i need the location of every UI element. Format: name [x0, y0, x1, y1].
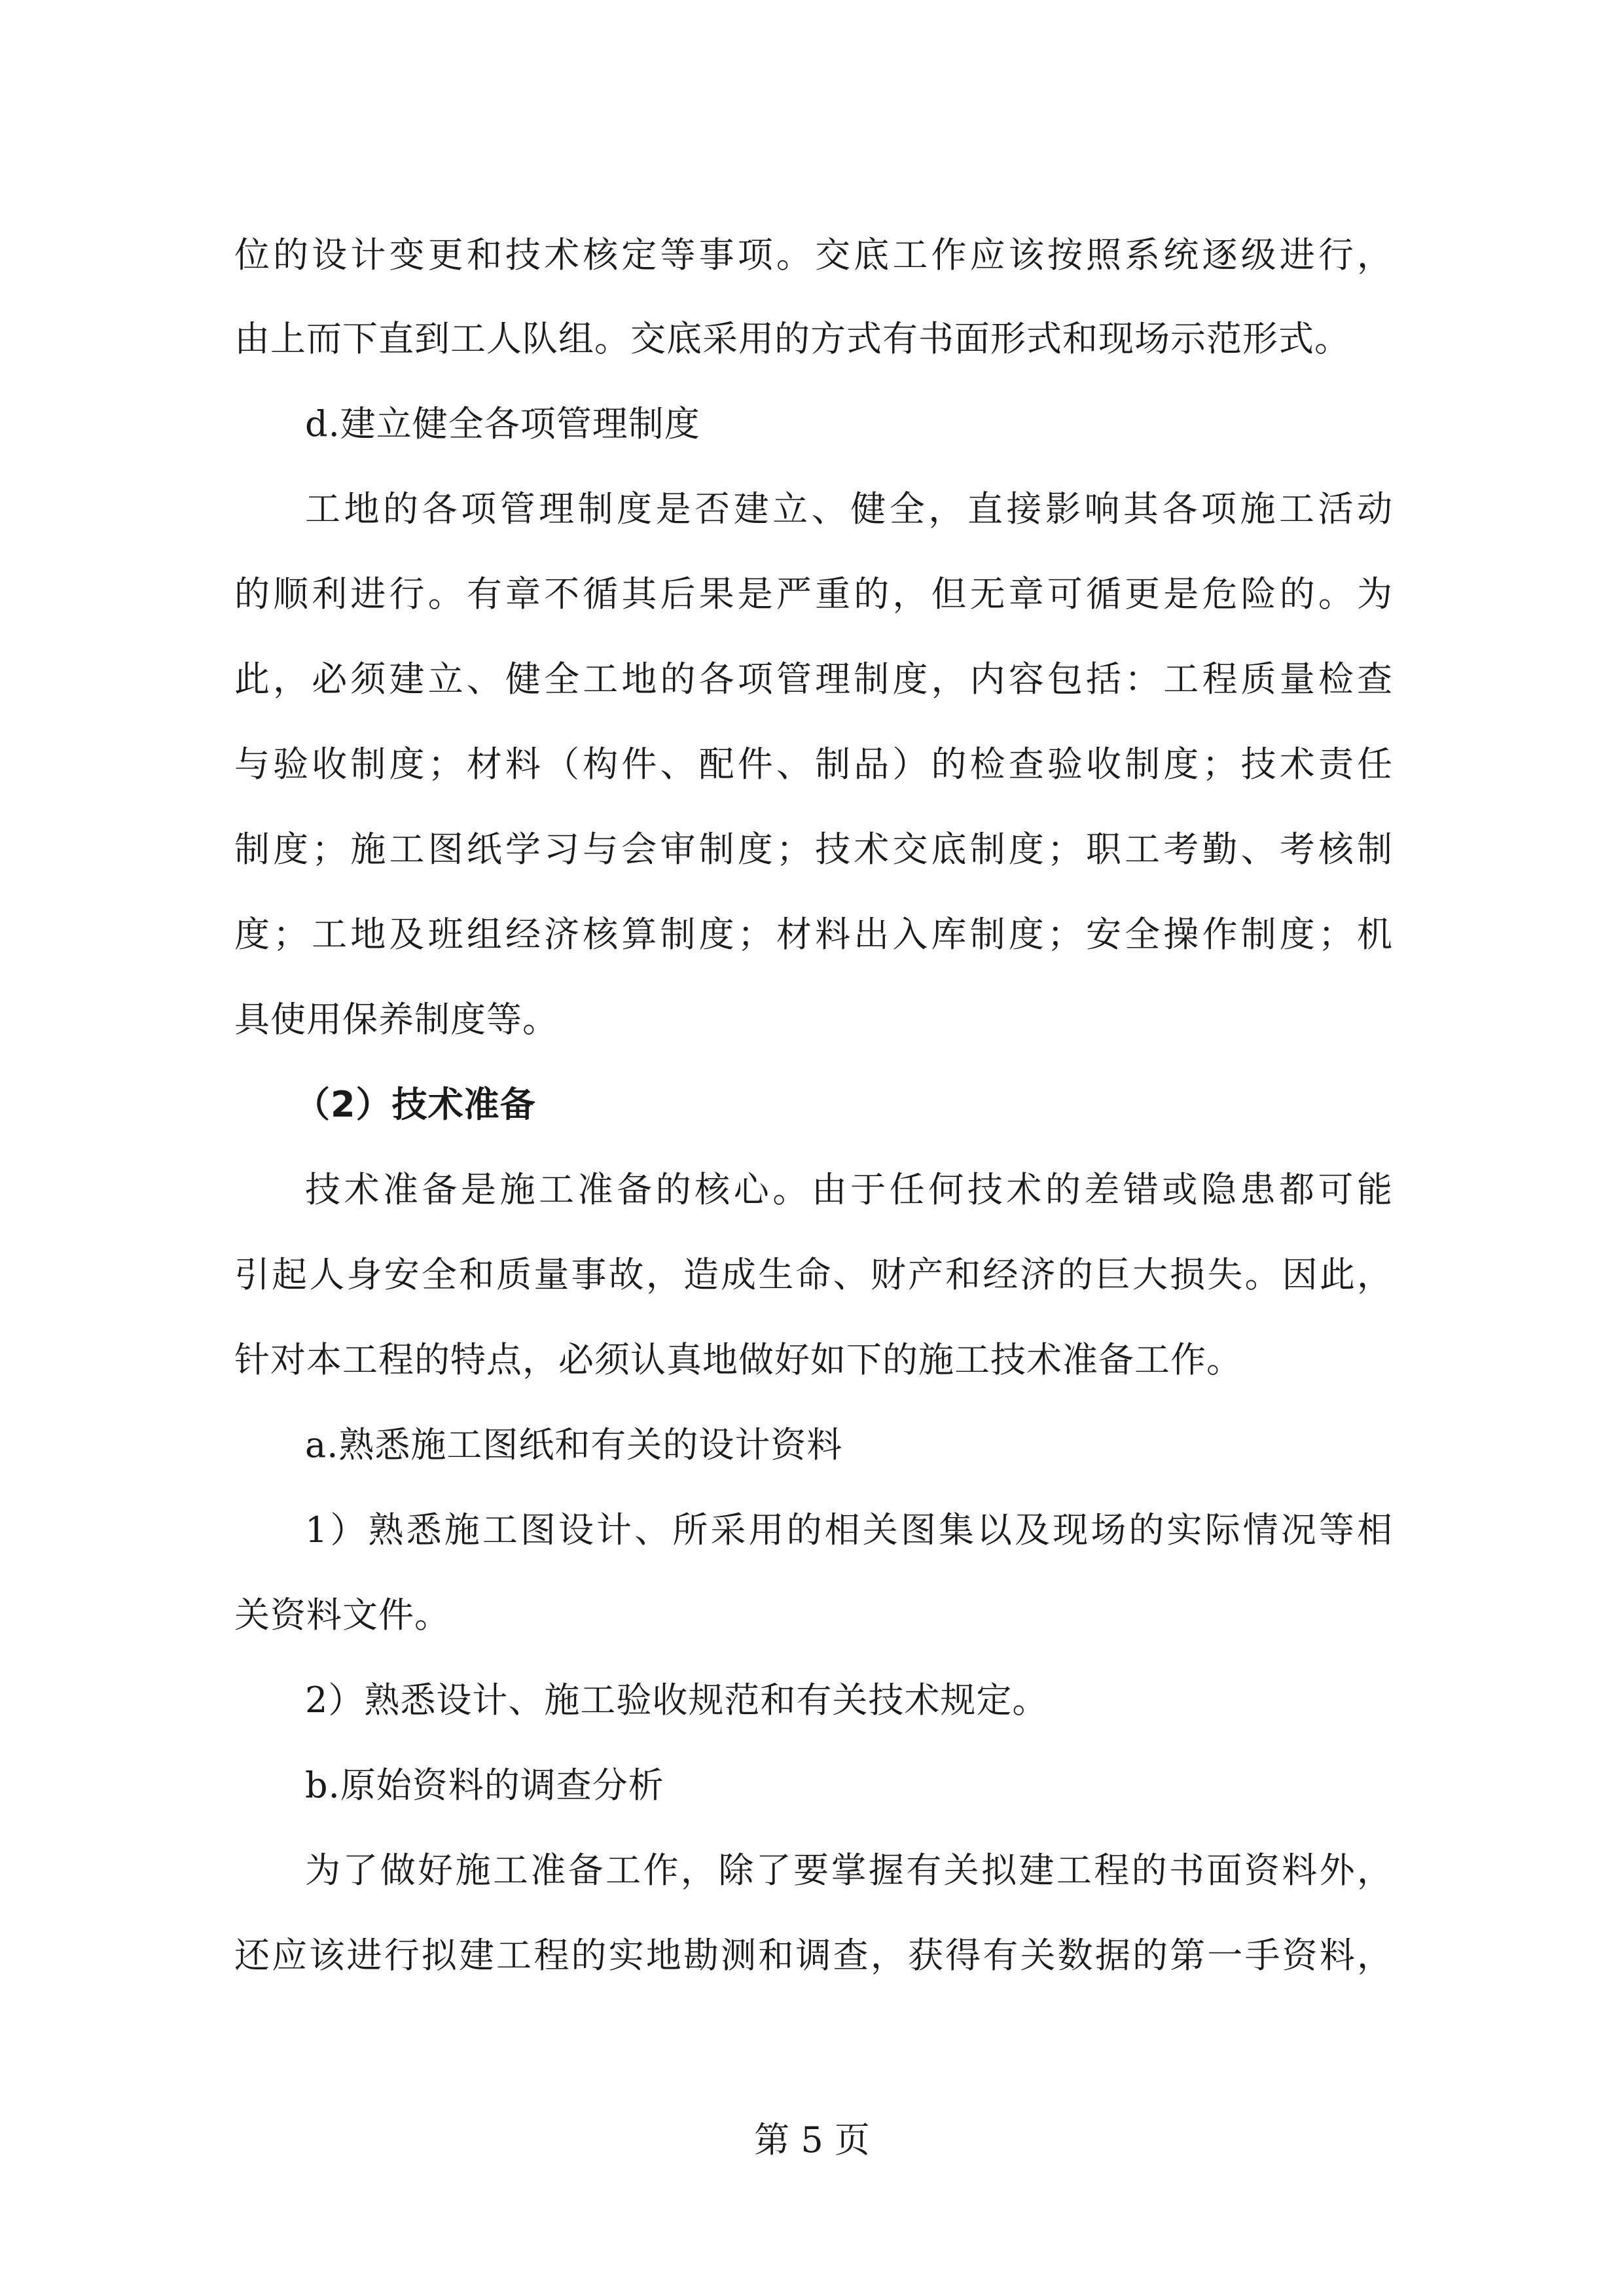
paragraph-line: 工地的各项管理制度是否建立、健全，直接影响其各项施工活动 [305, 488, 1393, 529]
paragraph-line: 此，必须建立、健全工地的各项管理制度，内容包括：工程质量检查 [234, 658, 1393, 700]
paragraph-line: 与验收制度；材料（构件、配件、制品）的检查验收制度；技术责任 [234, 744, 1393, 785]
paragraph-line: 为了做好施工准备工作，除了要掌握有关拟建工程的书面资料外， [305, 1850, 1393, 1891]
paragraph-line: 关资料文件。 [234, 1594, 450, 1636]
paragraph-line: 制度；施工图纸学习与会审制度；技术交底制度；职工考勤、考核制 [234, 829, 1393, 870]
section-heading: （2）技术准备 [295, 1084, 536, 1125]
section-subheading: d.建立健全各项管理制度 [305, 403, 700, 444]
paragraph-line: 引起人身安全和质量事故，造成生命、财产和经济的巨大损失。因此， [234, 1254, 1393, 1295]
section-subheading: a.熟悉施工图纸和有关的设计资料 [305, 1424, 843, 1465]
paragraph-line: 针对本工程的特点，必须认真地做好如下的施工技术准备工作。 [234, 1339, 1242, 1380]
paragraph-line: 2）熟悉设计、施工验收规范和有关技术规定。 [305, 1679, 1049, 1721]
paragraph-line: 还应该进行拟建工程的实地勘测和调查，获得有关数据的第一手资料， [234, 1935, 1393, 1976]
paragraph-line: 度；工地及班组经济核算制度；材料出入库制度；安全操作制度；机 [234, 914, 1393, 955]
paragraph-line: 1）熟悉施工图设计、所采用的相关图集以及现场的实际情况等相 [305, 1509, 1393, 1551]
paragraph-line: 具使用保养制度等。 [234, 999, 558, 1040]
section-subheading: b.原始资料的调查分析 [305, 1765, 664, 1806]
paragraph-line: 位的设计变更和技术核定等事项。交底工作应该按照系统逐级进行， [234, 234, 1393, 276]
paragraph-line: 技术准备是施工准备的核心。由于任何技术的差错或隐患都可能 [305, 1169, 1393, 1210]
paragraph-line: 由上而下直到工人队组。交底采用的方式有书面形式和现场示范形式。 [234, 318, 1350, 359]
page-number: 第 5 页 [754, 2119, 870, 2161]
paragraph-line: 的顺利进行。有章不循其后果是严重的，但无章可循更是危险的。为 [234, 573, 1393, 615]
